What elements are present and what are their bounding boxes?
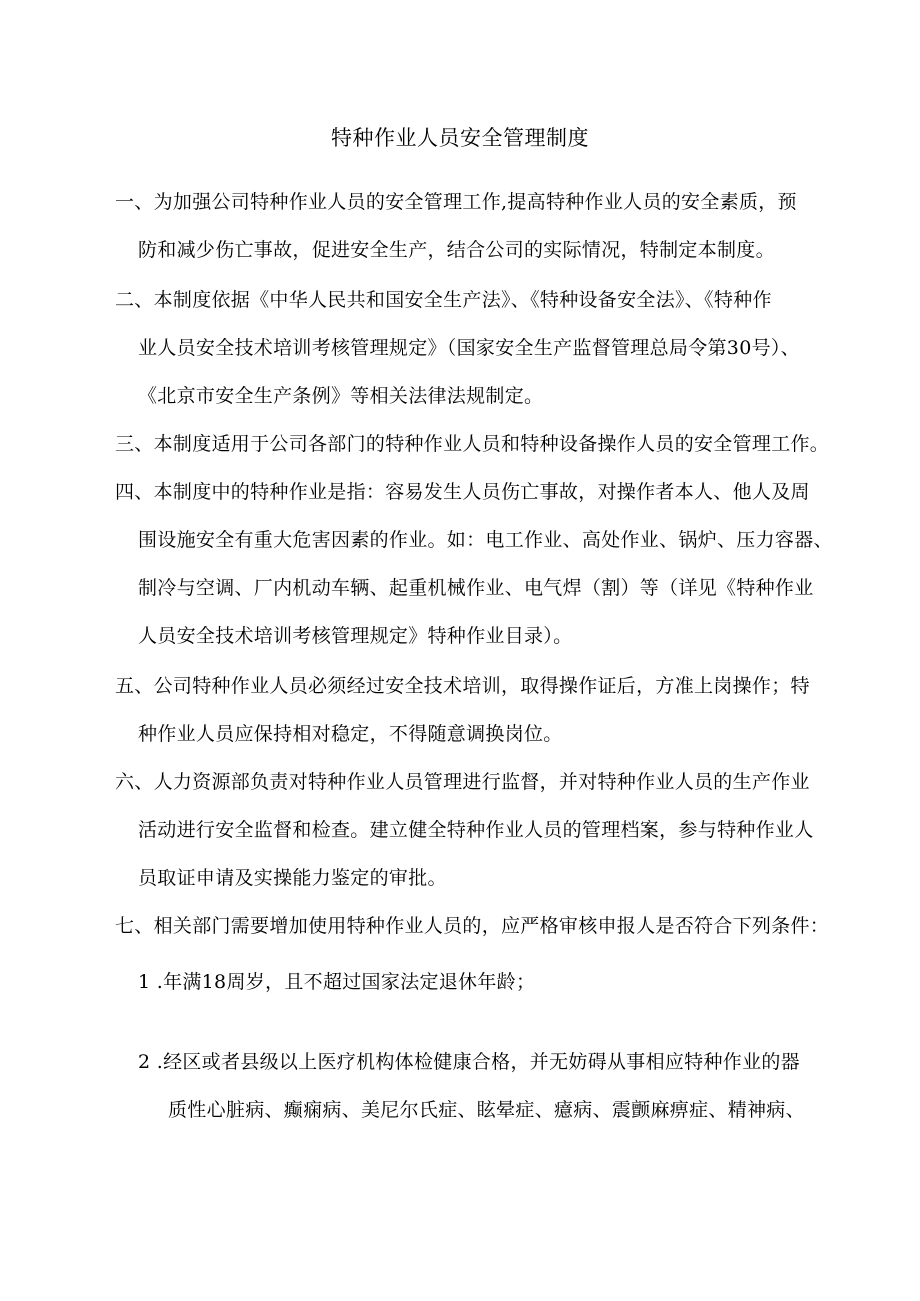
- paragraph-2-line-1: 二、本制度依据《中华人民共和国安全生产法》、《特种设备安全法》、《特种作: [115, 289, 772, 311]
- paragraph-4-line-2: 围设施安全有重大危害因素的作业。如：电工作业、高处作业、锅炉、压力容器、: [138, 529, 833, 551]
- paragraph-1-line-1: 一、为加强公司特种作业人员的安全管理工作,提高特种作业人员的安全素质，预: [115, 191, 797, 213]
- paragraph-6-line-3: 员取证申请及实操能力鉴定的审批。: [138, 867, 447, 889]
- condition-2-line-1: 2 .经区或者县级以上医疗机构体检健康合格，并无妨碍从事相应特种作业的器: [138, 1051, 800, 1073]
- paragraph-5-line-1: 五、公司特种作业人员必须经过安全技术培训，取得操作证后，方准上岗操作；特: [115, 675, 810, 697]
- paragraph-6-line-2: 活动进行安全监督和检查。建立健全特种作业人员的管理档案，参与特种作业人: [138, 819, 814, 841]
- paragraph-5-line-2: 种作业人员应保持相对稳定，不得随意调换岗位。: [138, 723, 563, 745]
- paragraph-6-line-1: 六、人力资源部负责对特种作业人员管理进行监督，并对特种作业人员的生产作业: [115, 771, 810, 793]
- paragraph-4-line-3: 制冷与空调、厂内机动车辆、起重机械作业、电气焊（割）等（详见《特种作业: [138, 577, 814, 599]
- paragraph-4-line-1: 四、本制度中的特种作业是指：容易发生人员伤亡事故，对操作者本人、他人及周: [115, 481, 810, 503]
- condition-1-line-1: 1 .年满18周岁，且不超过国家法定退休年龄；: [138, 971, 536, 993]
- paragraph-4-line-4: 人员安全技术培训考核管理规定》特种作业目录）。: [138, 625, 573, 647]
- paragraph-2-line-2: 业人员安全技术培训考核管理规定》（国家安全生产监督管理总局令第30号）、: [138, 337, 800, 359]
- paragraph-2-line-3: 《北京市安全生产条例》等相关法律法规制定。: [138, 385, 544, 407]
- paragraph-7-line-1: 七、相关部门需要增加使用特种作业人员的，应严格审核申报人是否符合下列条件：: [115, 915, 830, 937]
- paragraph-1-line-2: 防和减少伤亡事故，促进安全生产，结合公司的实际情况，特制定本制度。: [138, 239, 775, 261]
- condition-2-line-2: 质性心脏病、癫痫病、美尼尔氏症、眩晕症、癔病、震颤麻痹症、精神病、: [168, 1099, 805, 1121]
- paragraph-3-line-1: 三、本制度适用于公司各部门的特种作业人员和特种设备操作人员的安全管理工作。: [115, 433, 830, 455]
- document-title: 特种作业人员安全管理制度: [331, 126, 589, 150]
